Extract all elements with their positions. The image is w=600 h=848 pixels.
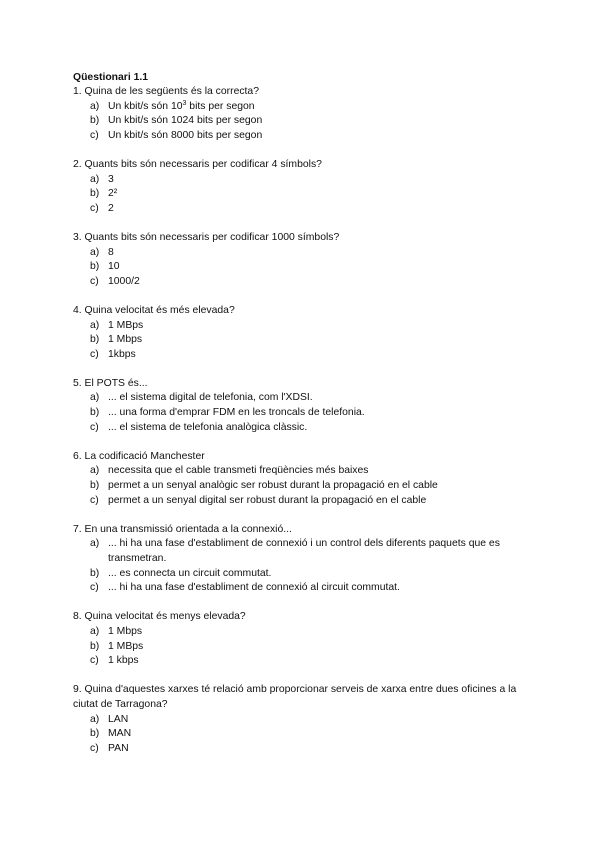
question-2: 2. Quants bits són necessaris per codificar 4 símbols? <box>73 158 322 170</box>
question-4-option-c: c) 1kbps <box>90 348 136 360</box>
question-2-option-b: b) 2² <box>90 188 118 200</box>
question-7-option-b: b) ... es connecta un circuit commutat. <box>90 567 272 579</box>
question-5-option-a: a) ... el sistema digital de telefonia, com l'XDSI. <box>90 392 313 404</box>
question-7-option-a: a) ... hi ha una fase d'establiment de connexió i un control dels diferents paquets que es transmetran. <box>90 538 500 564</box>
question-6: 6. La codificació Manchester <box>73 450 205 462</box>
questionnaire-title: Qüestionari 1.1 <box>73 72 149 83</box>
question-6-option-b: b) permet a un senyal analògic ser robust durant la propagació en el cable <box>90 480 438 492</box>
question-1: 1. Quina de les següents és la correcta? <box>73 86 259 97</box>
question-8-option-c: c) 1 kbps <box>90 655 139 667</box>
question-3-option-c: c) 1000/2 <box>90 275 140 287</box>
question-5-option-c: c) ... el sistema de telefonia analògica clàssic. <box>90 421 308 433</box>
question-3-option-b: b) 10 <box>90 261 120 273</box>
question-3-option-a: a) 8 <box>90 246 114 258</box>
question-2-option-c: c) 2 <box>90 202 114 214</box>
question-1-option-a: a) Un kbit/s són $10^3$ bits per segon <box>90 99 255 112</box>
question-8: 8. Quina velocitat és menys elevada? <box>73 611 246 623</box>
question-7: 7. En una transmissió orientada a la connexió... <box>73 523 292 535</box>
question-8-option-b: b) 1 MBps <box>90 640 144 652</box>
question-8-option-a: a) 1 Mbps <box>90 625 143 637</box>
question-9-option-b: b) MAN <box>90 728 132 740</box>
question-6-option-c: c) permet a un senyal digital ser robust durant la propagació en el cable <box>90 494 427 506</box>
question-9: 9. Quina d'aquestes xarxes té relació amb proporcionar serveis de xarxa entre dues oficines a la ciutat de Tarragona? <box>73 684 517 710</box>
question-3: 3. Quants bits són necessaris per codificar 1000 símbols? <box>73 231 340 243</box>
question-4-option-b: b) 1 Mbps <box>90 334 143 346</box>
questionnaire <box>73 71 533 756</box>
question-9-option-c: c) PAN <box>90 742 129 754</box>
question-5-option-b: b) ... una forma d'emprar FDM en les troncals de telefonia. <box>90 407 365 419</box>
question-1-option-c: c) Un kbit/s són 8000 bits per segon <box>90 129 263 141</box>
question-4-option-a: a) 1 MBps <box>90 319 144 331</box>
question-4: 4. Quina velocitat és més elevada? <box>73 304 235 316</box>
question-1-option-b: b) Un kbit/s són 1024 bits per segon <box>90 115 263 127</box>
question-9-option-a: a) LAN <box>90 713 129 725</box>
question-2-option-a: a) 3 <box>90 173 114 185</box>
question-7-option-c: c) ... hi ha una fase d'establiment de connexió al circuit commutat. <box>90 582 400 594</box>
question-5: 5. El POTS és... <box>73 377 148 389</box>
question-6-option-a: a) necessita que el cable transmeti freqüències més baixes <box>90 465 369 477</box>
